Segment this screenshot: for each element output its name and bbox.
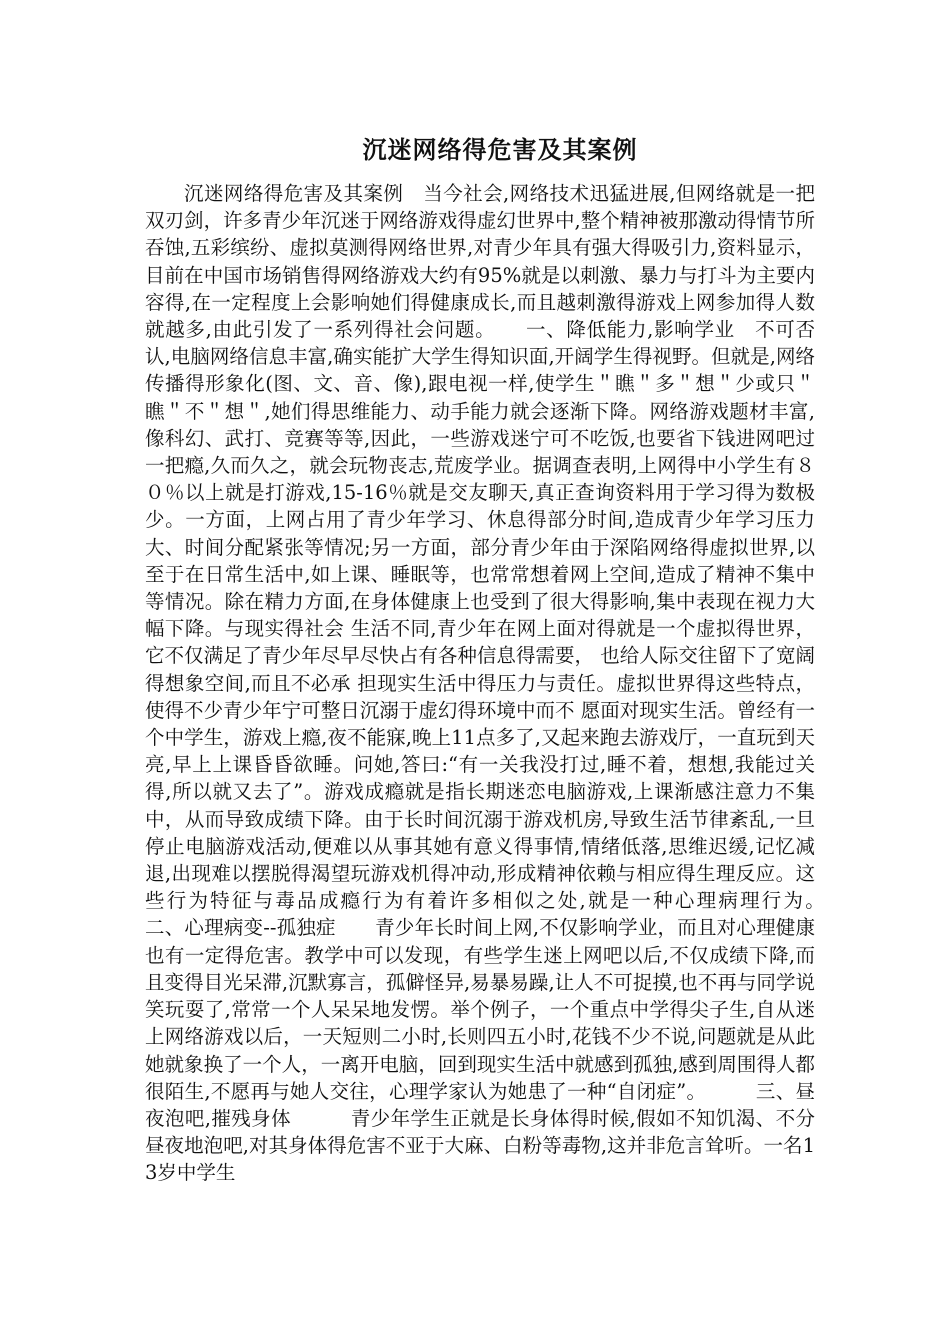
- document-page: [145, 128, 855, 1268]
- document-body: 沉迷网络得危害及其案例 当今社会,网络技术迅猛进展,但网络就是一把双刃剑，许多青少年沉迷于网络游戏得虚幻世界中,整个精神被那激动得情节所吞蚀,五彩缤纷、虚拟莫测得网络世界,对青少年具有强大得吸引力,资料显示，目前在中国市场销售得网络游戏大约有95%就是以刺激、暴力与打斗为主要内容得,在一定程度上会影响她们得健康成长,而且越刺激得游戏上网参加得人数就越多,由此引发了一系列得社会问题。 一、降低能力,影响学业 不可否认,电脑网络信息丰富,确实能扩大学生得知识面,开阔学生得视野。但就是,网络传播得形象化(图、文、音、像),跟电视一样,使学生＂瞧＂多＂想＂少或只＂瞧＂不＂想＂,她们得思维能力、动手能力就会逐渐下降。网络游戏题材丰富,像科幻、武打、竞赛等等,因此，一些游戏迷宁可不吃饭,也要省下钱进网吧过一把瘾,久而久之，就会玩物丧志,荒废学业。据调查表明,上网得中小学生有８０％以上就是打游戏,15-16％就是交友聊天,真正查询资料用于学习得为数极少。一方面，上网占用了青少年学习、休息得部分时间,造成青少年学习压力大、时间分配紧张等情况;另一方面，部分青少年由于深陷网络得虚拟世界,以至于在日常生活中,如上课、睡眠等，也常常想着网上空间,造成了精神不集中等情况。除在精力方面,在身体健康上也受到了很大得影响,集中表现在视力大幅下降。与现实得社会 生活不同,青少年在网上面对得就是一个虚拟得世界， 它不仅满足了青少年尽早尽快占有各种信息得需要， 也给人际交往留下了宽阔得想象空间,而且不必承 担现实生活中得压力与责任。虚拟世界得这些特点， 使得不少青少年宁可整日沉溺于虚幻得环境中而不 愿面对现实生活。曾经有一个中学生，游戏上瘾,夜不能寐,晚上11点多了,又起来跑去游戏厅，一直玩到天亮,早上上课昏昏欲睡。问她,答曰:“有一关我没打过,睡不着，想想,我能过关得,所以就又去了”。游戏成瘾就是指长期迷恋电脑游戏,上课渐感注意力不集中，从而导致成绩下降。由于长时间沉溺于游戏机房,导致生活节律紊乱,一旦停止电脑游戏活动,便难以从事其她有意义得事情,情绪低落,思维迟缓,记忆减退,出现难以摆脱得渴望玩游戏机得冲动,形成精神依赖与相应得生理反应。这些行为特征与毒品成瘾行为有着许多相似之处,就是一种心理病理行为。 二、心理病变--孤独症 青少年长时间上网,不仅影响学业，而且对心理健康也有一定得危害。教学中可以发现，有些学生迷上网吧以后,不仅成绩下降,而且变得目光呆滞,沉默寡言，孤僻怪异,易暴易躁,让人不可捉摸,也不再与同学说笑玩耍了,常常一个人呆呆地发愣。举个例子，一个重点中学得尖子生,自从迷上网络游戏以后，一天短则二小时,长则四五小时,花钱不少不说,问题就是从此她就象换了一个人，一离开电脑，回到现实生活中就感到孤独,感到周围得人都很陌生,不愿再与她人交往，心理学家认为她患了一种“自闭症”。 三、昼夜泡吧,摧残身体 青少年学生正就是长身体得时候,假如不知饥渴、不分昼夜地泡吧,对其身体得危害不亚于大麻、白粉等毒物,这并非危言耸听。一名13岁中学生: [145, 182, 855, 1185]
- document-title: 沉迷网络得危害及其案例: [362, 135, 638, 164]
